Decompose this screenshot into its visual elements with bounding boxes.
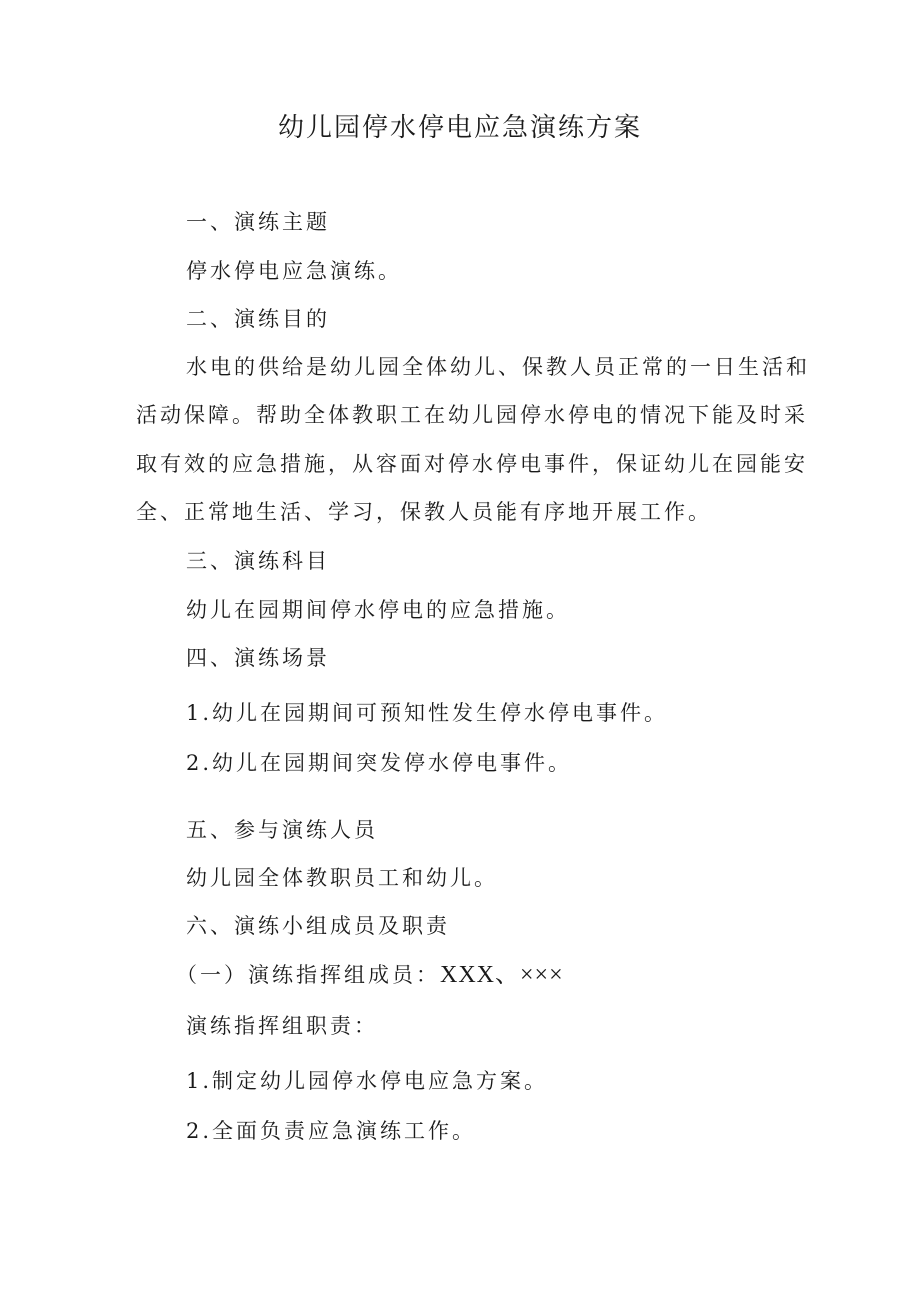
purpose-paragraph-line: 取有效的应急措施，从容面对停水停电事件，保证幼儿在园能安 — [136, 452, 808, 476]
purpose-paragraph-line: 活动保障。帮助全体教职工在幼儿园停水停电的情况下能及时采 — [136, 403, 808, 427]
purpose-paragraph-line: 全、正常地生活、学习，保教人员能有序地开展工作。 — [136, 500, 712, 524]
duty-item-number: 1 — [186, 1069, 203, 1093]
section-heading-subject: 三、演练科目 — [186, 549, 330, 573]
section-heading-scenario: 四、演练场景 — [186, 646, 330, 670]
team-members-names: XXX、××× — [440, 962, 564, 988]
duty-heading: 演练指挥组职责： — [186, 1014, 378, 1038]
section-heading-participants: 五、参与演练人员 — [186, 818, 378, 842]
section-heading-team: 六、演练小组成员及职责 — [186, 914, 450, 938]
section-text-theme: 停水停电应急演练。 — [186, 259, 402, 283]
section-heading-theme: 一、演练主题 — [186, 210, 330, 234]
section-text-participants: 幼儿园全体教职员工和幼儿。 — [186, 866, 498, 890]
document-title: 幼儿园停水停电应急演练方案 — [277, 113, 642, 143]
team-members-label: （一）演练指挥组成员： — [176, 963, 440, 987]
duty-item — [186, 1063, 548, 1099]
scenario-item — [186, 695, 668, 731]
team-members-line — [176, 957, 564, 993]
scenario-item-text: .幼儿在园期间可预知性发生停水停电事件。 — [202, 701, 669, 725]
scenario-item-number: 2 — [186, 751, 203, 775]
scenario-item — [186, 745, 572, 781]
duty-item-text: .制定幼儿园停水停电应急方案。 — [202, 1069, 549, 1093]
section-heading-purpose: 二、演练目的 — [186, 307, 330, 331]
scenario-item-text: .幼儿在园期间突发停水停电事件。 — [202, 751, 573, 775]
duty-item-text: .全面负责应急演练工作。 — [202, 1119, 477, 1143]
duty-item — [186, 1113, 476, 1149]
section-text-subject: 幼儿在园期间停水停电的应急措施。 — [186, 598, 570, 622]
purpose-paragraph-line: 水电的供给是幼儿园全体幼儿、保教人员正常的一日生活和 — [186, 355, 810, 379]
scenario-item-number: 1 — [186, 701, 203, 725]
duty-item-number: 2 — [186, 1119, 203, 1143]
